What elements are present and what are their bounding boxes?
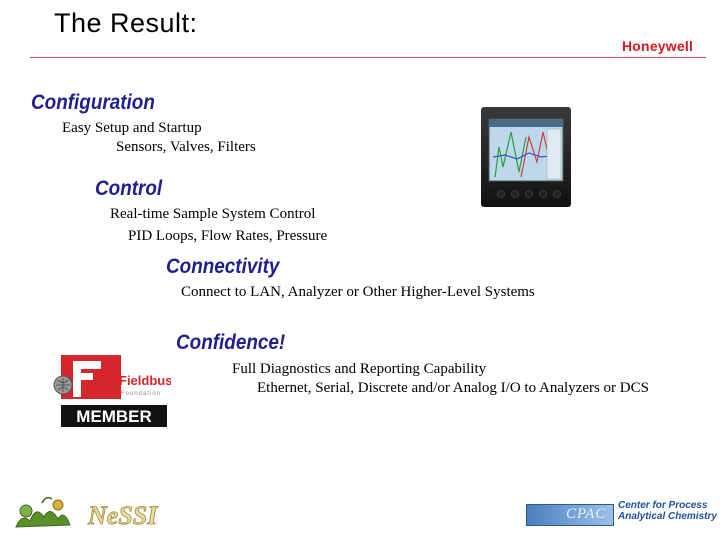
confidence-line-2: Ethernet, Serial, Discrete and/or Analog I/O to Analyzers or DCS (257, 380, 649, 396)
control-line-2: PID Loops, Flow Rates, Pressure (128, 228, 328, 244)
nessi-text: NeSSI (88, 501, 158, 530)
cpac-logo (526, 497, 717, 529)
honeywell-logo: Honeywell (622, 38, 694, 54)
cpac-caption (618, 500, 717, 522)
fieldbus-subtext: Foundation (121, 391, 162, 397)
heading-confidence: Confidence! (176, 331, 286, 354)
fieldbus-member-logo (53, 353, 171, 429)
title-divider (30, 57, 706, 58)
confidence-line-1: Full Diagnostics and Reporting Capability (232, 361, 487, 377)
slide-title: The Result: (54, 8, 198, 38)
fieldbus-text: Fieldbus (119, 373, 171, 388)
heading-control: Control (95, 177, 163, 200)
configuration-line-2: Sensors, Valves, Filters (116, 139, 256, 155)
control-line-1: Real-time Sample System Control (110, 206, 316, 222)
heading-configuration: Configuration (31, 91, 155, 114)
member-text: MEMBER (76, 407, 152, 426)
connectivity-line-1: Connect to LAN, Analyzer or Other Higher-Level Systems (181, 284, 535, 300)
nessi-logo (12, 493, 178, 531)
heading-connectivity: Connectivity (166, 255, 280, 278)
cpac-caption-line-1: Center for Process (618, 500, 708, 511)
cpac-caption-line-2: Analytical Chemistry (618, 511, 717, 522)
cpac-word: CPAC (566, 506, 607, 522)
configuration-line-1: Easy Setup and Startup (62, 120, 202, 136)
recorder-device-image (481, 107, 571, 207)
